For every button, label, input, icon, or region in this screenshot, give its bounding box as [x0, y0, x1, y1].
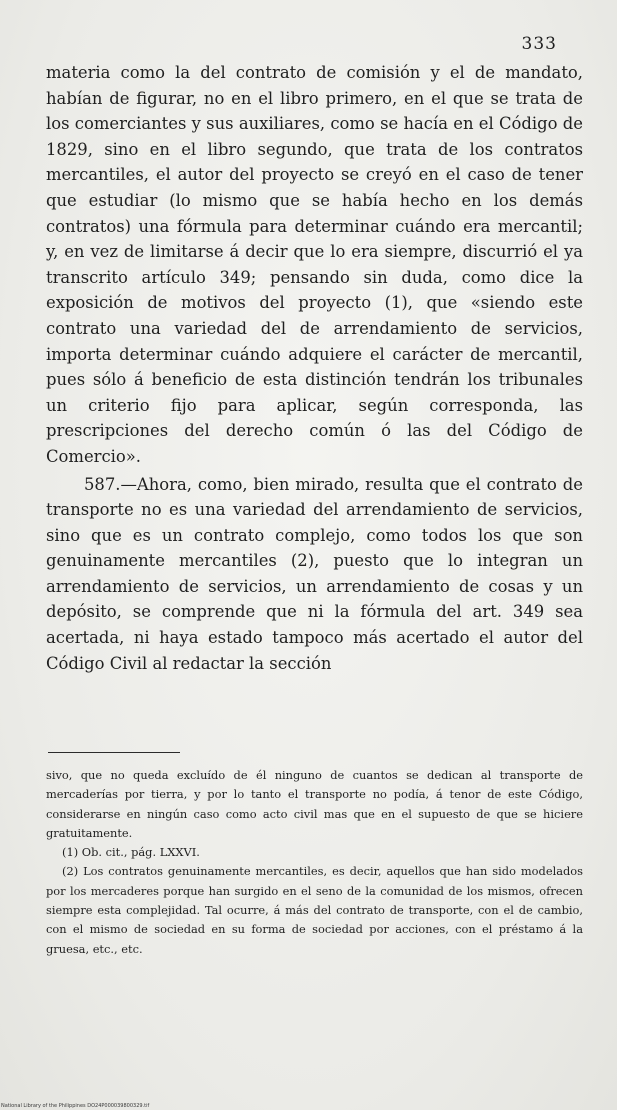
- page-number: 333: [521, 34, 557, 54]
- scan-credit: National Library of the Philippines DO24P000039800329.tif: [1, 1103, 150, 1109]
- footnotes: [46, 766, 583, 959]
- main-text: [46, 60, 583, 676]
- body-paragraph-1: materia como la del contrato de comisión y el de mandato, habían de figurar, no en el libro primero, en el que se trata de los comerciantes y sus auxiliares, como se hacía en el Código de 1829, sino en el libro segundo, que trata de los contratos mercantiles, el autor del proyecto se creyó en el caso de tener que estudiar (lo mismo que se había hecho en los demás contratos) una fórmula para determinar cuándo era mercantil; y, en vez de limitarse á decir que lo era siempre, discurrió el ya transcrito artículo 349; pensando sin duda, como dice la exposición de motivos del proyecto (1), que «siendo este contrato una variedad del de arrendamiento de servicios, importa determinar cuándo adquiere el carácter de mercantil, pues sólo á beneficio de esta distinción tendrán los tribunales un criterio fijo para aplicar, según corresponda, las prescripciones del derecho común ó las del Código de Comercio».: [46, 63, 583, 466]
- body-paragraph-587: 587.—Ahora, como, bien mirado, resulta que el contrato de transporte no es una variedad del arrendamiento de servicios, sino que es un contrato complejo, como todos los que son genuinamente mercantiles (2), puesto que lo integran un arrendamiento de servicios, un arrendamiento de cosas y un depósito, se comprende que ni la fórmula del art. 349 sea acertada, ni haya estado tampoco más acertado el autor del Código Civil al redactar la sección: [46, 474, 583, 673]
- footnote-divider: [48, 752, 180, 753]
- footnote-2: (2) Los contratos genuinamente mercantiles, es decir, aquellos que han sido modelados por los mercaderes porque han surgido en el seno de la comunidad de los mismos, ofrecen siempre esta complejidad. Tal ocurre, á más del contrato de transporte, con el de cambio, con el mismo de sociedad en su forma de sociedad por acciones, con el préstamo á la gruesa, etc., etc.: [46, 864, 583, 956]
- footnote-1: (1) Ob. cit., pág. LXXVI.: [62, 845, 200, 860]
- footnote-continuation: sivo, que no queda excluído de él ninguno de cuantos se dedican al transporte de mercaderías por tierra, y por lo tanto el transporte no podía, á tenor de este Código, considerarse en ningún caso como acto civil mas que en el supuesto de que se hiciere gratuitamente.: [46, 768, 583, 840]
